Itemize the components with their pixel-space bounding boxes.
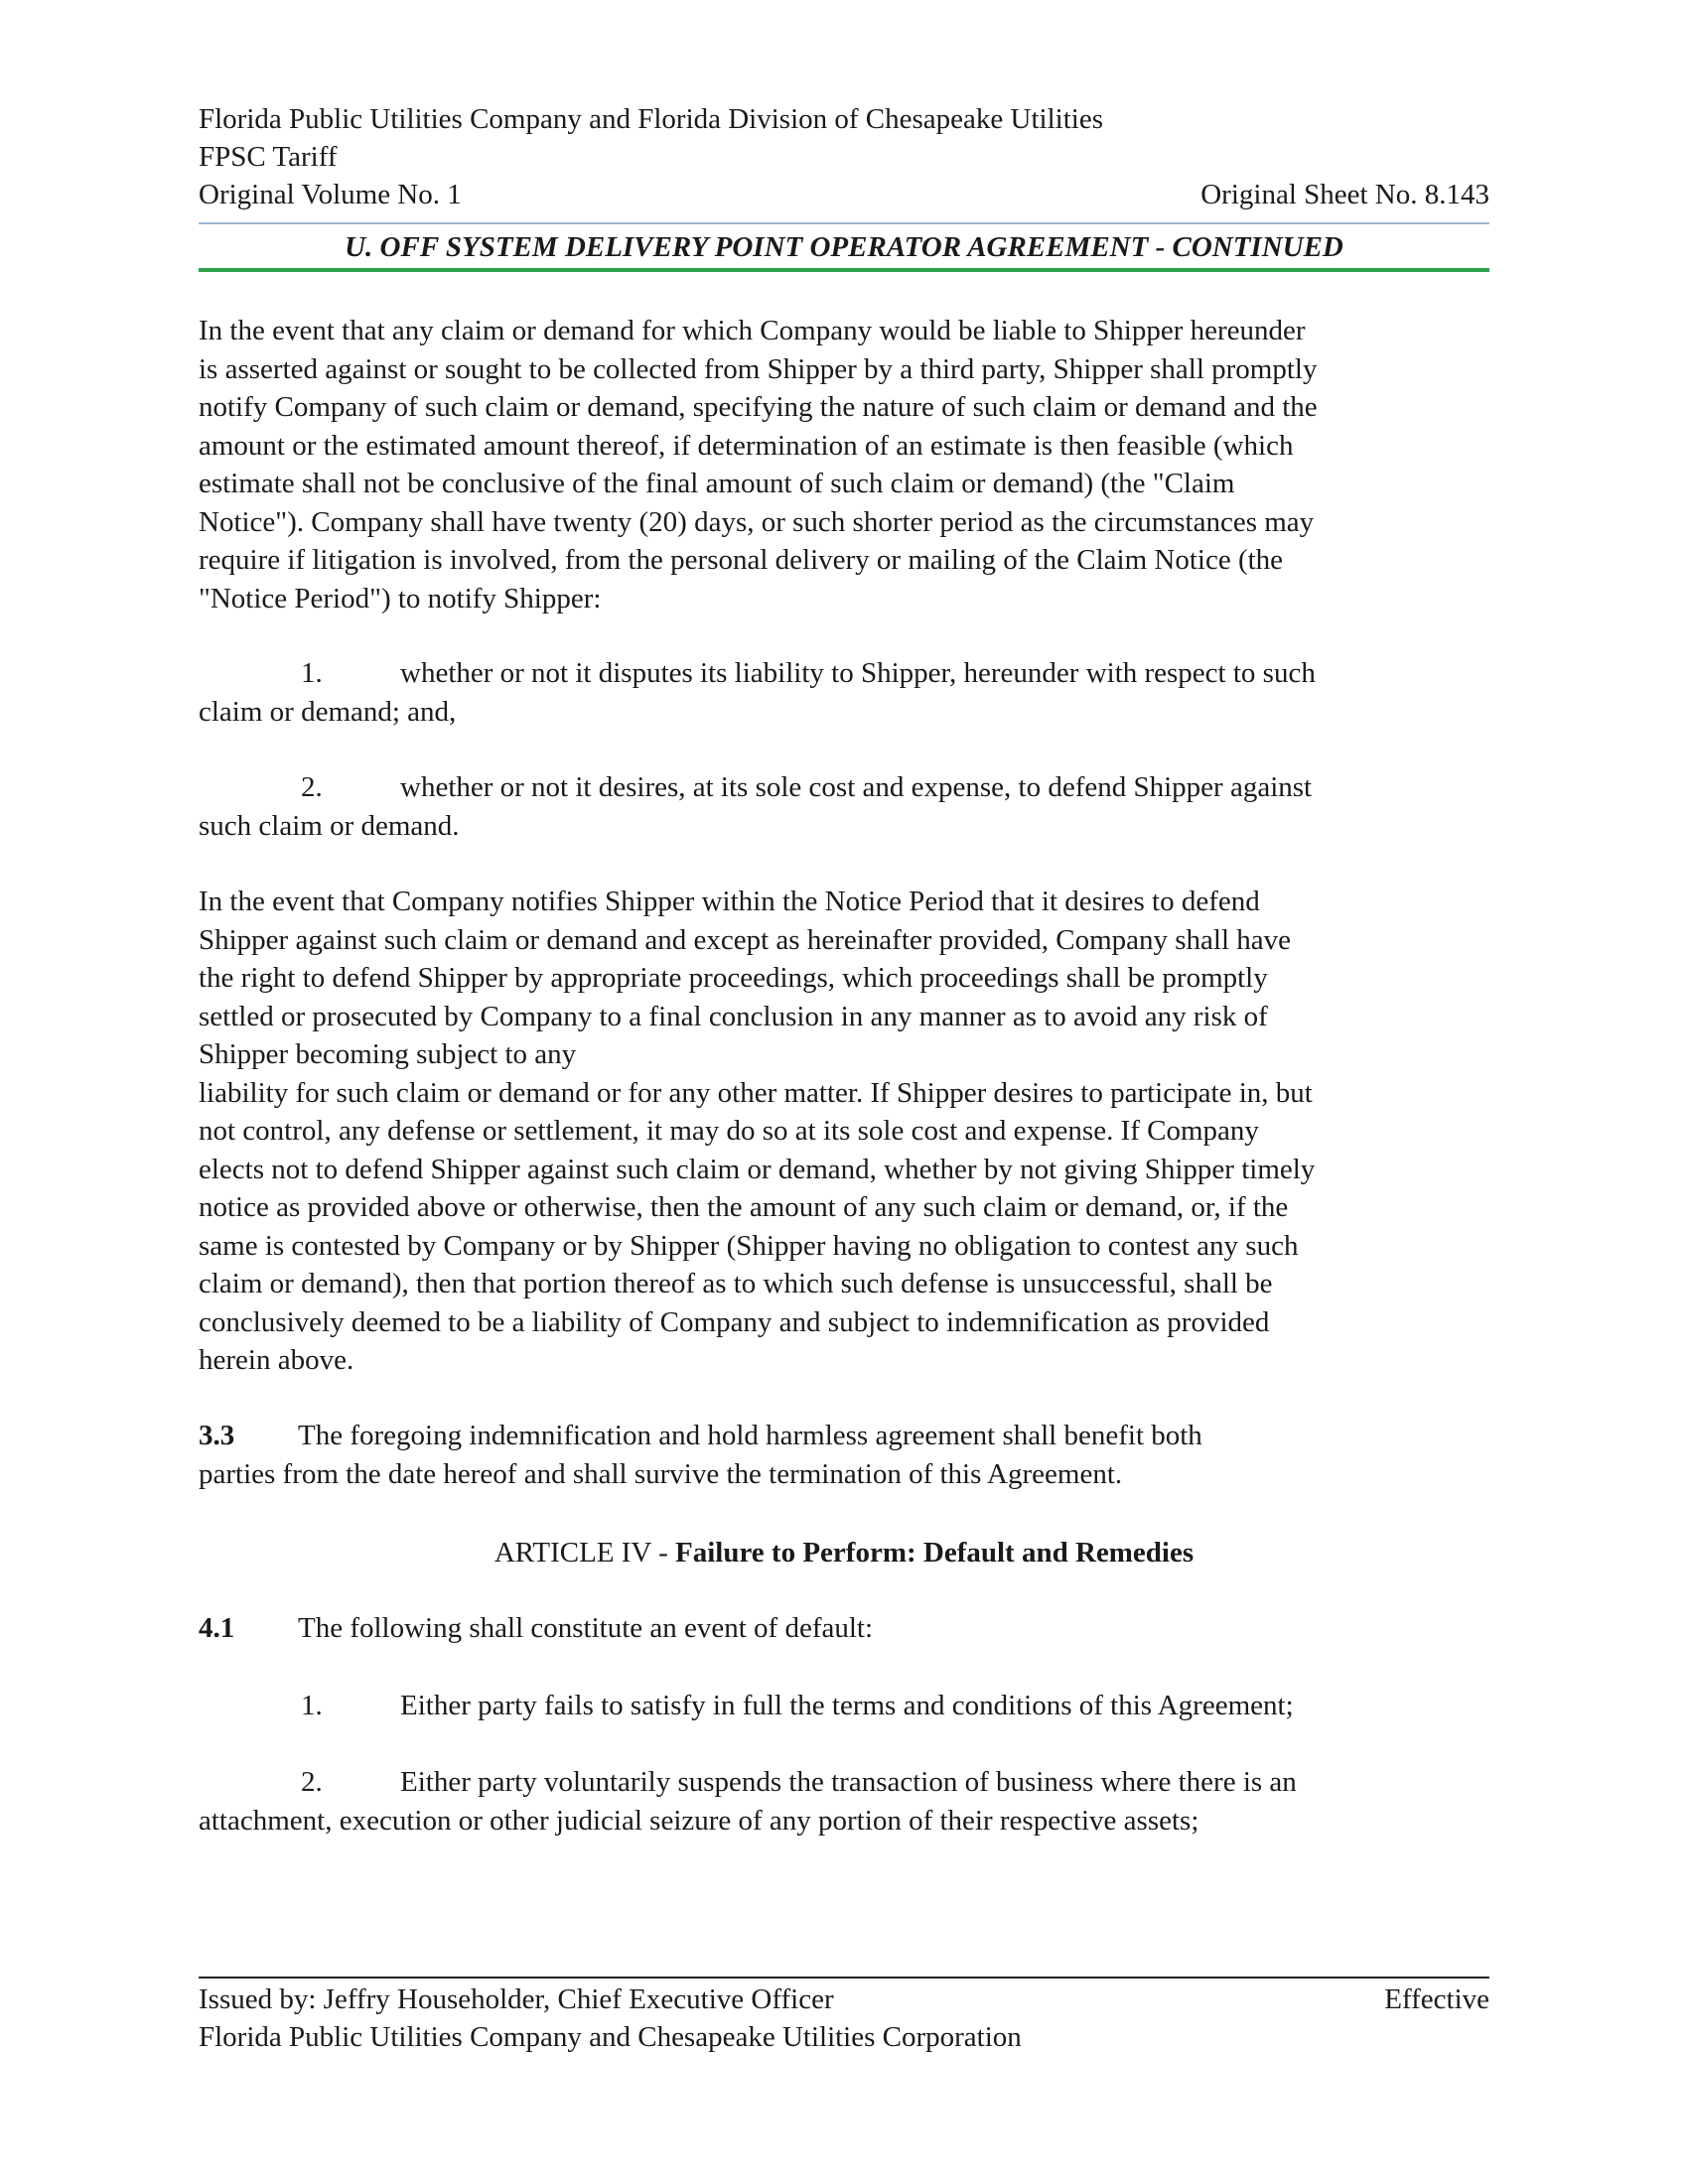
footer-company: Florida Public Utilities Company and Chesapeake Utilities Corporation (199, 2021, 1022, 2053)
footer-divider (199, 1977, 1489, 1979)
section-number: 4.1 (199, 1612, 235, 1644)
list-item (199, 768, 1489, 845)
paragraph-line: claim or demand), then that portion thereof as to which such defense is unsuccessful, shall be (199, 1268, 1273, 1299)
paragraph-line: liability for such claim or demand or for any other matter. If Shipper desires to participate in, but (199, 1076, 1313, 1109)
item-number: 1. (301, 657, 323, 689)
list-item (199, 654, 1489, 731)
title-divider (199, 268, 1489, 272)
section-text: The following shall constitute an event of default: (298, 1612, 874, 1644)
footer-effective: Effective (1384, 1983, 1489, 2015)
paragraph-line: Shipper against such claim or demand and except as hereinafter provided, Company shall have (199, 923, 1292, 956)
tariff-page (199, 0, 1489, 2184)
section-4-1 (199, 1609, 1489, 1648)
paragraph-line: In the event that Company notifies Shipper within the Notice Period that it desires to defend (199, 886, 1260, 917)
item-text: such claim or demand. (199, 809, 460, 842)
item-text: whether or not it desires, at its sole cost and expense, to defend Shipper against (400, 771, 1313, 803)
list-item (199, 1763, 1489, 1840)
item-text: Either party fails to satisfy in full the terms and conditions of this Agreement; (400, 1690, 1294, 1721)
paragraph-line: settled or prosecuted by Company to a final conclusion in any manner as to avoid any risk of (199, 1000, 1268, 1032)
paragraph-line: In the event that any claim or demand for which Company would be liable to Shipper hereunder (199, 315, 1306, 346)
item-text: claim or demand; and, (199, 695, 457, 728)
paragraph-line: Shipper becoming subject to any (199, 1038, 577, 1070)
item-text: whether or not it disputes its liability to Shipper, hereunder with respect to such (400, 657, 1316, 689)
item-text: attachment, execution or other judicial seizure of any portion of their respective assets; (199, 1804, 1199, 1837)
section-3-3 (199, 1417, 1489, 1493)
footer-issued-by: Issued by: Jeffry Householder, Chief Executive Officer (199, 1983, 834, 2015)
list-item (199, 1687, 1489, 1725)
paragraph-line: the right to defend Shipper by appropriate proceedings, which proceedings shall be promptly (199, 962, 1268, 994)
paragraph-line: require if litigation is involved, from the personal delivery or mailing of the Claim Notice (the (199, 544, 1284, 576)
item-number: 1. (301, 1690, 323, 1721)
paragraph-line: amount or the estimated amount thereof, if determination of an estimate is then feasible (which (199, 429, 1294, 462)
header-divider (199, 222, 1489, 224)
header-volume: Original Volume No. 1 (199, 179, 462, 210)
section-text: parties from the date hereof and shall survive the termination of this Agreement. (199, 1457, 1123, 1490)
item-text: Either party voluntarily suspends the transaction of business where there is an (400, 1766, 1297, 1798)
section-number: 3.3 (199, 1420, 235, 1451)
paragraph-line: notify Company of such claim or demand, specifying the nature of such claim or demand and the (199, 391, 1318, 423)
paragraph-line: herein above. (199, 1344, 354, 1376)
article-heading (199, 1534, 1489, 1571)
paragraph-line: notice as provided above or otherwise, then the amount of any such claim or demand, or, if the (199, 1191, 1289, 1223)
header-company: Florida Public Utilities Company and Florida Division of Chesapeake Utilities (199, 103, 1103, 135)
header-tariff: FPSC Tariff (199, 141, 338, 173)
article-title: Failure to Perform: Default and Remedies (675, 1537, 1195, 1569)
section-title: U. OFF SYSTEM DELIVERY POINT OPERATOR AGREEMENT - CONTINUED (345, 231, 1343, 263)
item-number: 2. (301, 1766, 323, 1798)
paragraph-line: is asserted against or sought to be collected from Shipper by a third party, Shipper shall promptly (199, 352, 1318, 385)
header-sheet-number: Original Sheet No. 8.143 (1200, 179, 1489, 210)
paragraph-line: conclusively deemed to be a liability of Company and subject to indemnification as provided (199, 1305, 1270, 1338)
article-prefix: ARTICLE IV - (493, 1537, 675, 1569)
paragraph-line: Notice"). Company shall have twenty (20) days, or such shorter period as the circumstances may (199, 505, 1315, 538)
paragraph-line: "Notice Period") to notify Shipper: (199, 582, 602, 614)
item-number: 2. (301, 771, 323, 803)
paragraph-line: same is contested by Company or by Shipper (Shipper having no obligation to contest any such (199, 1229, 1299, 1262)
section-text: The foregoing indemnification and hold harmless agreement shall benefit both (298, 1420, 1202, 1451)
paragraph-line: estimate shall not be conclusive of the final amount of such claim or demand) (the "Claim (199, 468, 1235, 499)
paragraph-line: elects not to defend Shipper against such claim or demand, whether by not giving Shipper timely (199, 1153, 1316, 1185)
claim-notice-paragraph (199, 312, 1489, 617)
paragraph-line: not control, any defense or settlement, it may do so at its sole cost and expense. If Company (199, 1115, 1259, 1147)
defense-paragraph (199, 883, 1489, 1380)
